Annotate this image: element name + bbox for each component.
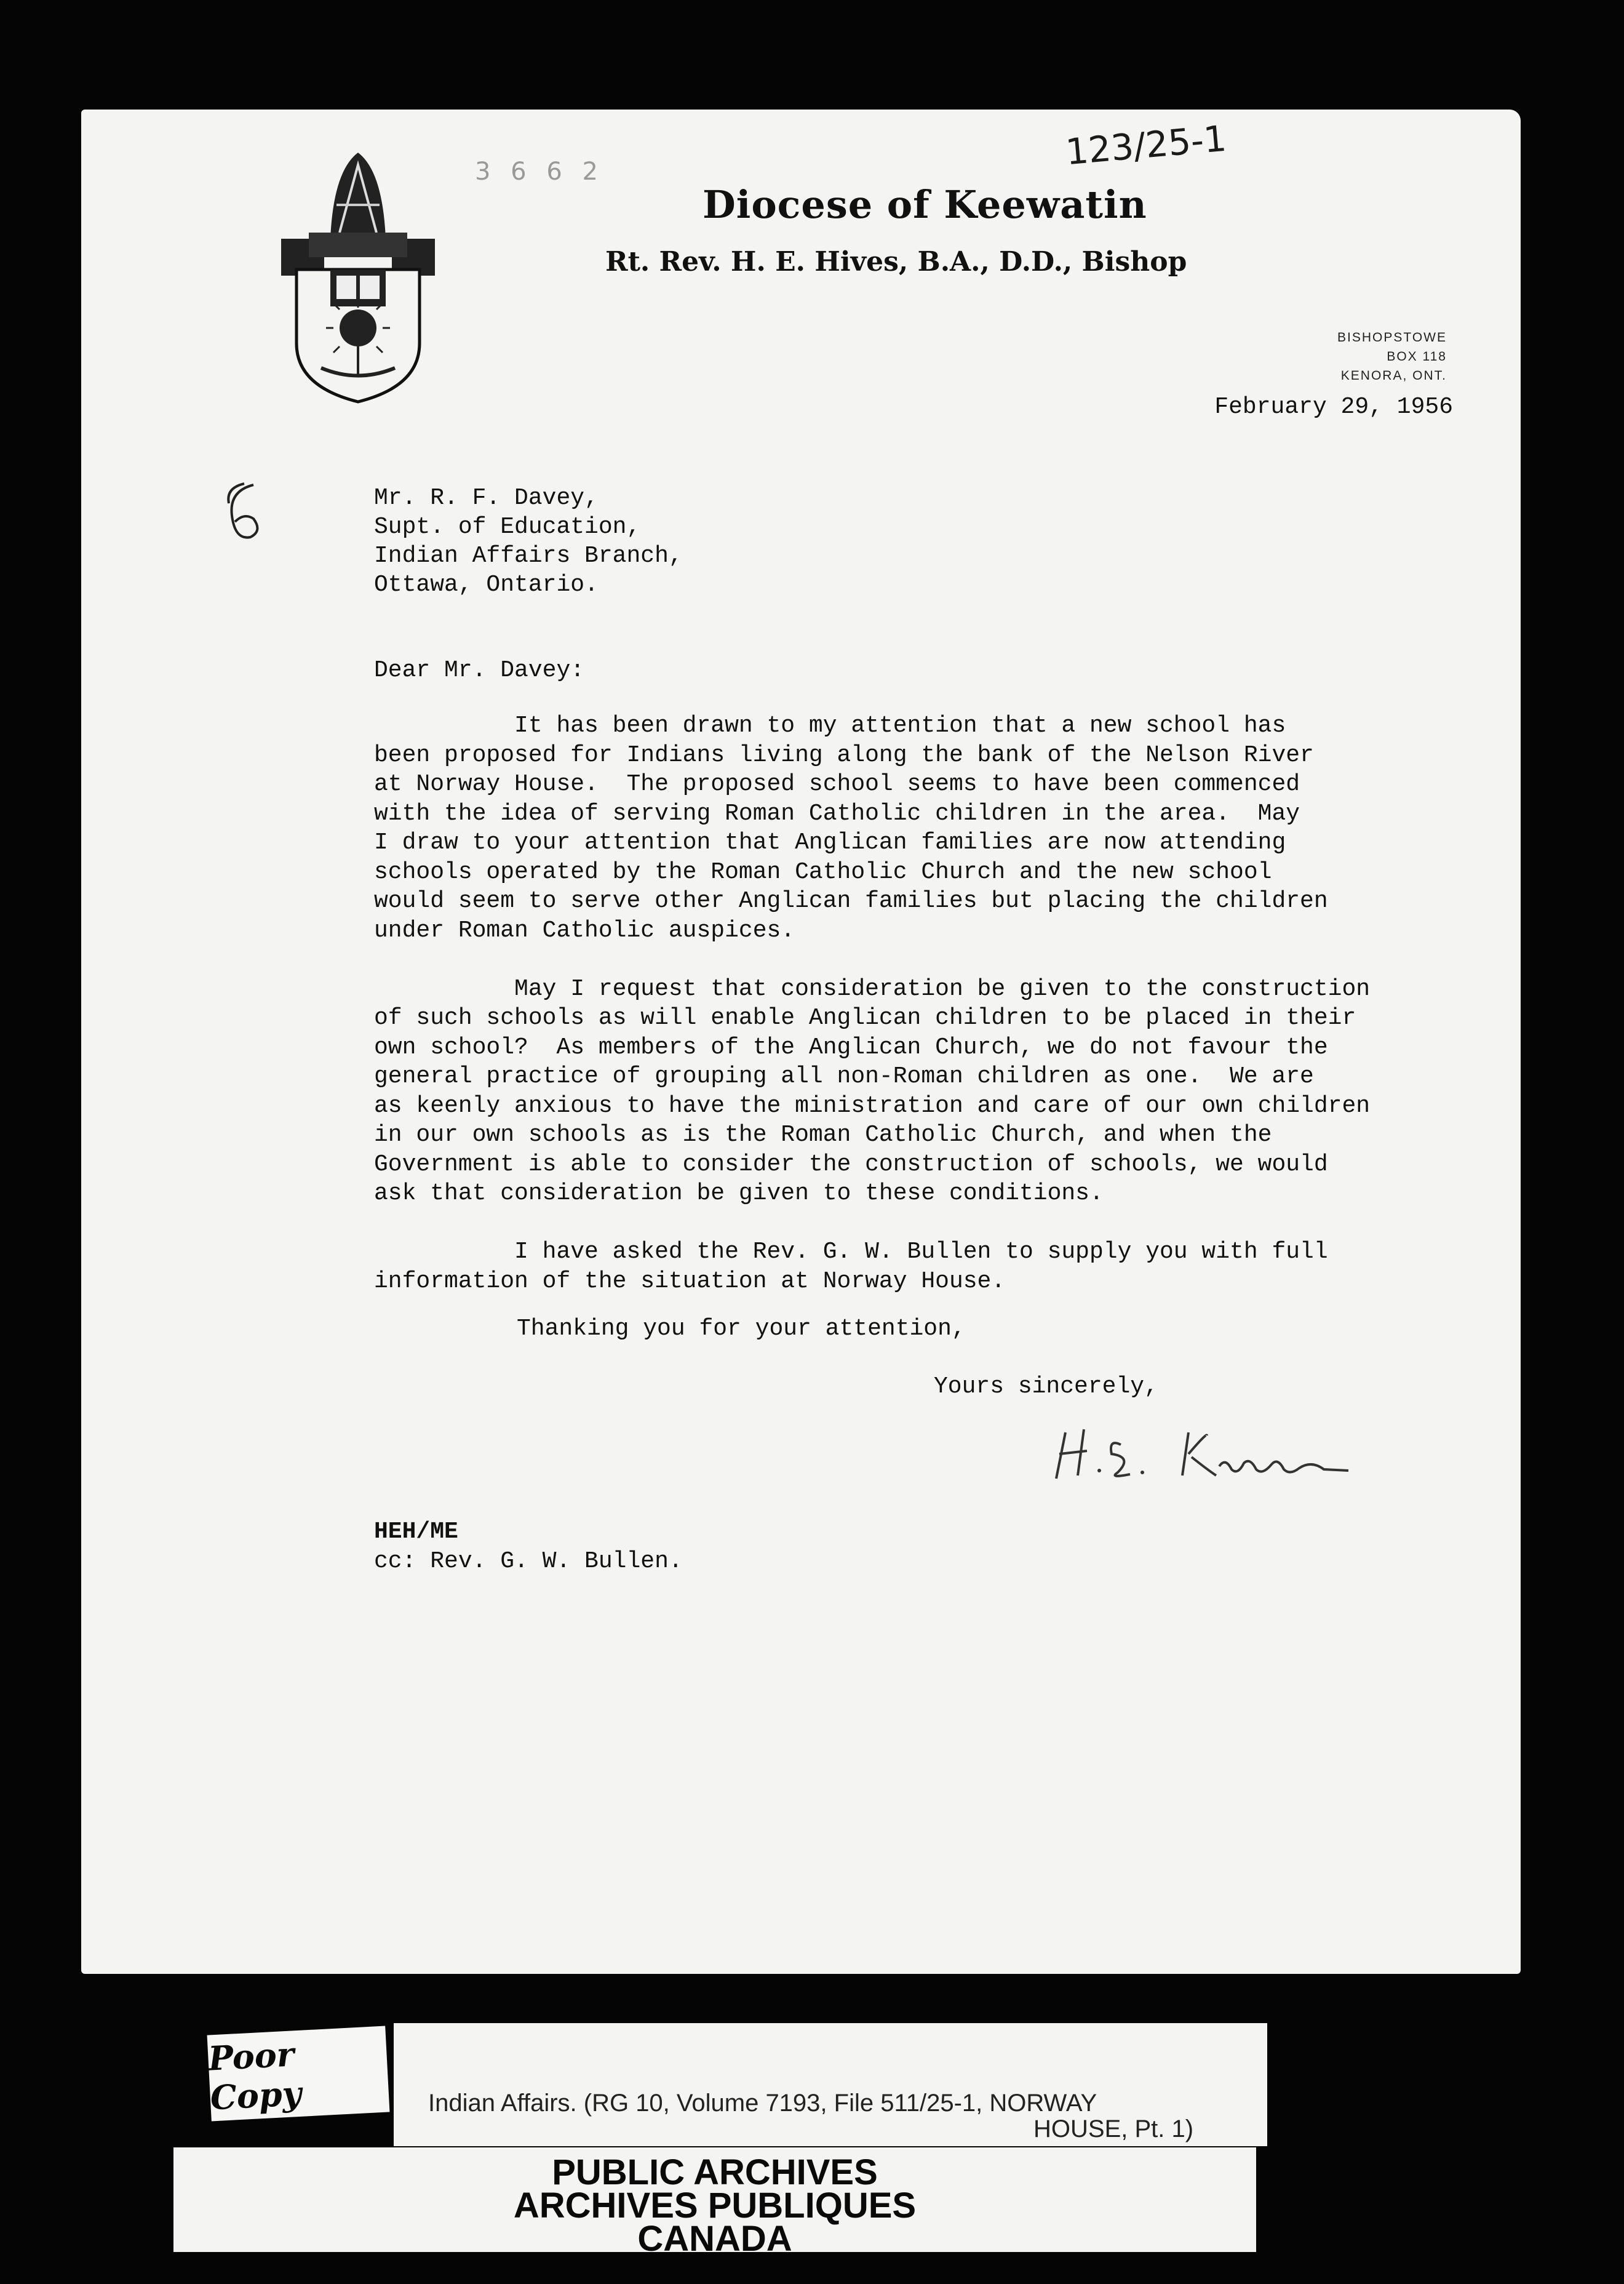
body-line: own school? As members of the Anglican Church, we do not favour the [374, 1034, 1328, 1061]
address-line: BOX 118 [1387, 349, 1447, 364]
archive-reference-label [394, 2023, 1267, 2146]
body-line: It has been drawn to my attention that a new school has [374, 713, 1286, 739]
body-line [374, 945, 1481, 975]
margin-handwritten-mark [217, 479, 272, 553]
body-line: schools operated by the Roman Catholic Church and the new school [374, 858, 1272, 885]
letter-date: February 29, 1956 [1214, 394, 1453, 420]
bishop-name: Rt. Rev. H. E. Hives, B.A., D.D., Bishop [605, 246, 1187, 278]
body-line: I have asked the Rev. G. W. Bullen to supply you with full [374, 1239, 1328, 1265]
recipient-line: Indian Affairs Branch, [374, 543, 683, 569]
body-line: with the idea of serving Roman Catholic children in the area. May [374, 800, 1300, 827]
body-line: been proposed for Indians living along the bank of the Nelson River [374, 741, 1314, 769]
sender-address [1127, 328, 1447, 385]
reference-line-2: HOUSE, Pt. 1) [1033, 2115, 1194, 2142]
body-line: May I request that consideration be given to the construction [374, 975, 1371, 1002]
recipient-line: Mr. R. F. Davey, [374, 485, 599, 511]
body-line: of such schools as will enable Anglican children to be placed in their [374, 1005, 1356, 1031]
body-line: general practice of grouping all non-Roman children as one. We are [374, 1063, 1314, 1090]
body-line: Government is able to consider the construction of schools, we would [374, 1151, 1328, 1178]
diocese-name: Diocese of Keewatin [703, 182, 1147, 227]
reference-line-1: Indian Affairs. (RG 10, Volume 7193, File 511/25-1, NORWAY [428, 2090, 1097, 2117]
body-line: ask that consideration be given to these conditions. [374, 1180, 1104, 1207]
carbon-copy-line: cc: Rev. G. W. Bullen. [374, 1548, 683, 1575]
address-line: KENORA, ONT. [1340, 369, 1447, 383]
body-line: under Roman Catholic auspices. [374, 917, 795, 944]
poor-copy-label: Poor Copy [207, 2026, 390, 2122]
archives-stamp [173, 2147, 1256, 2259]
body-line [374, 1208, 1481, 1238]
handwritten-signature [1041, 1420, 1361, 1488]
closing-line: Thanking you for your attention, [517, 1316, 966, 1342]
body-line: would seem to serve other Anglican families but placing the children [374, 888, 1328, 914]
archives-line: PUBLIC ARCHIVES [552, 2152, 878, 2192]
salutation: Dear Mr. Davey: [374, 657, 585, 684]
recipient-line: Supt. of Education, [374, 514, 641, 540]
letter-body [374, 711, 1481, 1296]
address-line: BISHOPSTOWE [1337, 330, 1447, 345]
body-line: at Norway House. The proposed school seems to have been commenced [374, 771, 1300, 797]
body-line: I draw to your attention that Anglican families are now attending [374, 829, 1286, 856]
body-line: as keenly anxious to have the ministration and care of our own children [374, 1092, 1371, 1119]
diocese-crest-icon [272, 146, 444, 405]
body-line: in our own schools as is the Roman Catholic Church, and when the [374, 1122, 1272, 1148]
body-line: information of the situation at Norway House. [374, 1268, 1006, 1295]
faint-stamp-number: 3 6 6 2 [475, 158, 604, 186]
valediction: Yours sincerely, [934, 1373, 1158, 1400]
archives-line: ARCHIVES PUBLIQUES [513, 2186, 917, 2226]
recipient-address [374, 484, 683, 599]
archives-line: CANADA [637, 2219, 792, 2259]
typist-initials: HEH/ME [374, 1519, 458, 1545]
file-number-annotation: 123/25-1 [1064, 117, 1228, 174]
recipient-line: Ottawa, Ontario. [374, 572, 599, 598]
letter-page [81, 110, 1521, 1974]
